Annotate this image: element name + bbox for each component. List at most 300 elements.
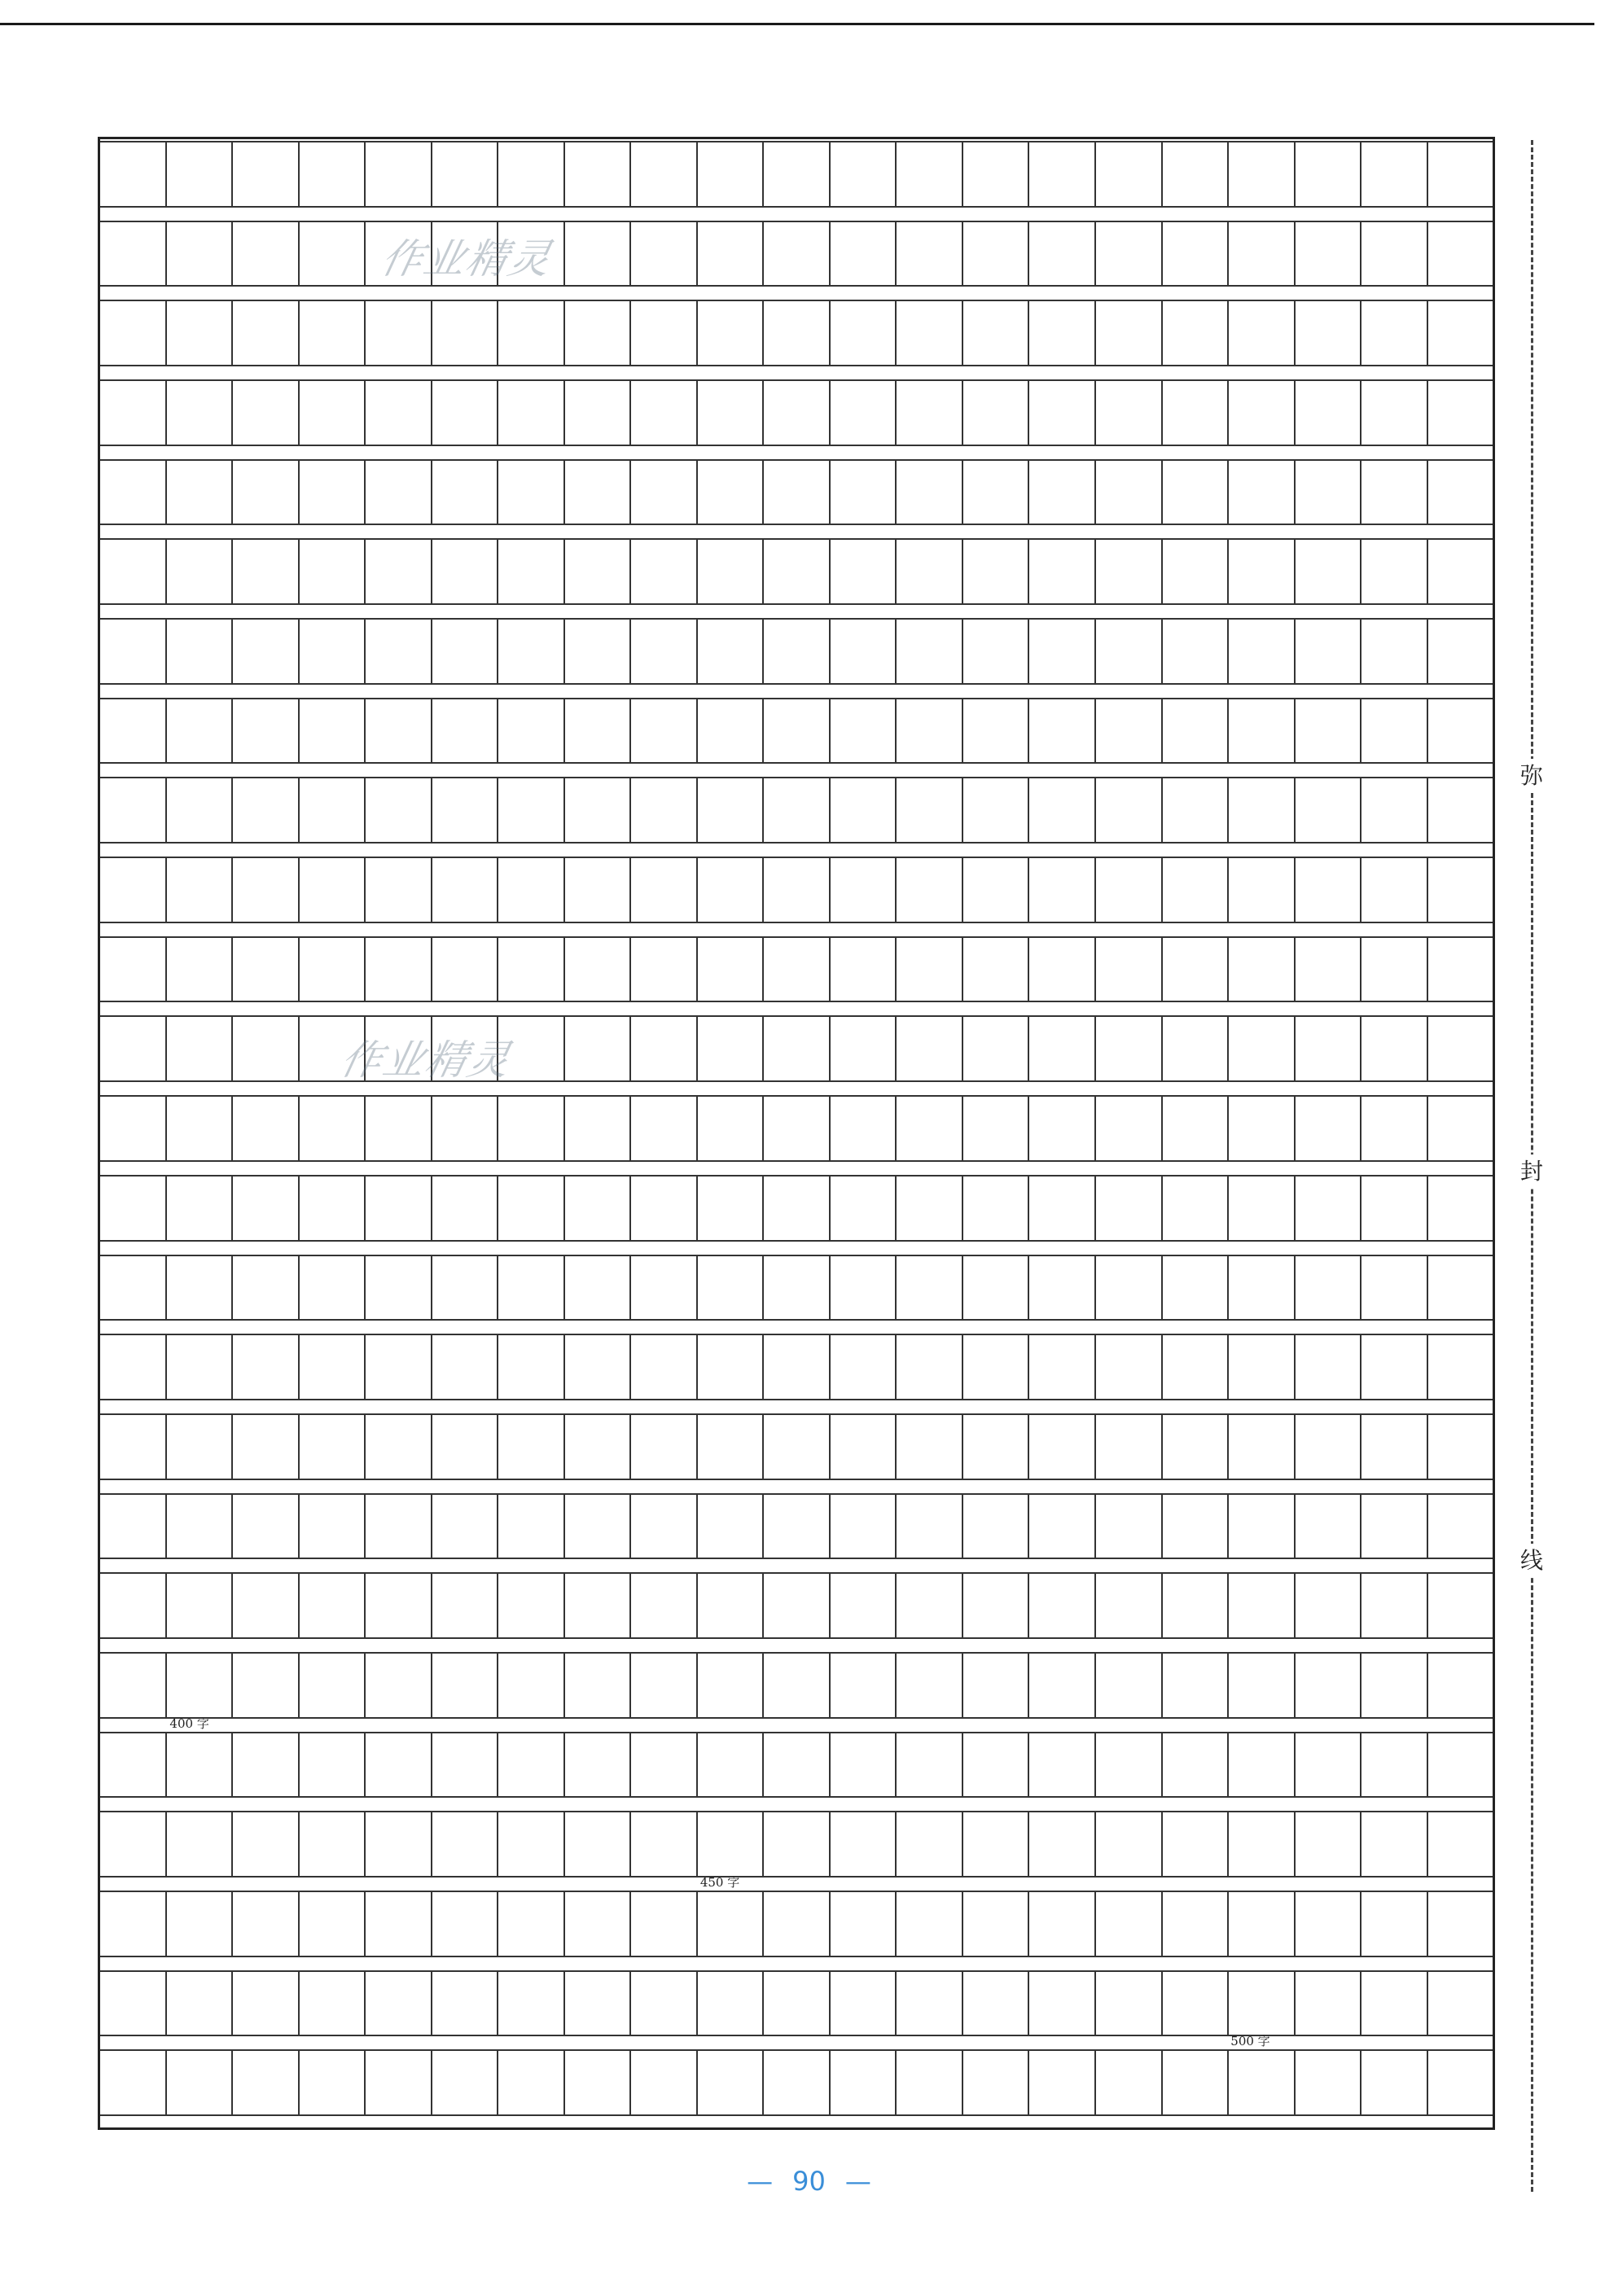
grid-cell[interactable]	[1428, 222, 1493, 286]
grid-cell[interactable]	[831, 142, 897, 206]
grid-cell[interactable]	[1096, 222, 1163, 286]
grid-cell[interactable]	[963, 858, 1030, 922]
grid-cell[interactable]	[432, 1574, 499, 1637]
grid-cell[interactable]	[167, 540, 234, 603]
grid-cell[interactable]	[963, 1812, 1030, 1876]
grid-cell[interactable]	[300, 1972, 366, 2035]
grid-cell[interactable]	[831, 620, 897, 683]
grid-cell[interactable]	[498, 301, 565, 365]
grid-cell[interactable]	[897, 301, 963, 365]
grid-cell[interactable]	[100, 1733, 167, 1797]
grid-cell[interactable]	[963, 620, 1030, 683]
grid-cell[interactable]	[897, 938, 963, 1001]
grid-cell[interactable]	[897, 1176, 963, 1240]
grid-cell[interactable]	[498, 858, 565, 922]
grid-cell[interactable]	[1096, 1097, 1163, 1160]
grid-cell[interactable]	[897, 381, 963, 445]
grid-cell[interactable]	[565, 222, 632, 286]
grid-cell[interactable]	[1096, 1495, 1163, 1558]
grid-cell[interactable]	[1096, 778, 1163, 842]
grid-cell[interactable]	[498, 1176, 565, 1240]
grid-cell[interactable]	[100, 461, 167, 524]
grid-cell[interactable]	[432, 1892, 499, 1956]
grid-cell[interactable]	[167, 1017, 234, 1080]
grid-cell[interactable]	[897, 2051, 963, 2114]
grid-cell[interactable]	[1296, 620, 1362, 683]
grid-cell[interactable]	[100, 1972, 167, 2035]
grid-cell[interactable]	[1428, 938, 1493, 1001]
grid-cell[interactable]	[300, 2051, 366, 2114]
grid-cell[interactable]	[1096, 1892, 1163, 1956]
grid-cell[interactable]	[764, 1335, 831, 1399]
grid-cell[interactable]	[1361, 1812, 1428, 1876]
grid-cell[interactable]	[233, 1654, 300, 1717]
grid-cell[interactable]	[300, 858, 366, 922]
grid-cell[interactable]	[565, 461, 632, 524]
grid-cell[interactable]	[831, 1176, 897, 1240]
grid-cell[interactable]	[1163, 1256, 1230, 1320]
grid-cell[interactable]	[1029, 1574, 1096, 1637]
grid-cell[interactable]	[1428, 1733, 1493, 1797]
grid-cell[interactable]	[233, 778, 300, 842]
grid-cell[interactable]	[300, 699, 366, 763]
grid-cell[interactable]	[167, 1892, 234, 1956]
grid-cell[interactable]	[167, 1972, 234, 2035]
grid-cell[interactable]	[565, 938, 632, 1001]
grid-cell[interactable]	[631, 1495, 698, 1558]
grid-cell[interactable]	[1029, 1495, 1096, 1558]
grid-cell[interactable]	[1361, 1176, 1428, 1240]
grid-cell[interactable]	[167, 1335, 234, 1399]
grid-cell[interactable]	[432, 778, 499, 842]
grid-cell[interactable]	[963, 1654, 1030, 1717]
grid-cell[interactable]	[698, 778, 765, 842]
grid-cell[interactable]	[1361, 858, 1428, 922]
grid-cell[interactable]	[432, 1097, 499, 1160]
grid-cell[interactable]	[764, 938, 831, 1001]
grid-cell[interactable]	[631, 461, 698, 524]
grid-cell[interactable]	[1361, 699, 1428, 763]
grid-cell[interactable]	[963, 1017, 1030, 1080]
grid-cell[interactable]	[897, 1256, 963, 1320]
grid-cell[interactable]	[1163, 461, 1230, 524]
grid-cell[interactable]	[300, 1495, 366, 1558]
grid-cell[interactable]	[498, 1097, 565, 1160]
grid-cell[interactable]	[233, 858, 300, 922]
grid-cell[interactable]	[1029, 381, 1096, 445]
grid-cell[interactable]	[1163, 1415, 1230, 1479]
grid-cell[interactable]	[1096, 1017, 1163, 1080]
grid-cell[interactable]	[764, 381, 831, 445]
grid-cell[interactable]	[698, 938, 765, 1001]
grid-cell[interactable]	[1096, 381, 1163, 445]
grid-cell[interactable]	[698, 699, 765, 763]
grid-cell[interactable]	[300, 1654, 366, 1717]
grid-cell[interactable]	[565, 778, 632, 842]
grid-cell[interactable]	[233, 620, 300, 683]
grid-cell[interactable]	[831, 1972, 897, 2035]
grid-cell[interactable]	[565, 620, 632, 683]
grid-cell[interactable]	[1163, 381, 1230, 445]
grid-cell[interactable]	[1029, 222, 1096, 286]
grid-cell[interactable]	[1029, 1176, 1096, 1240]
grid-cell[interactable]	[897, 1892, 963, 1956]
grid-cell[interactable]	[1296, 2051, 1362, 2114]
grid-cell[interactable]	[1163, 1097, 1230, 1160]
grid-cell[interactable]	[698, 381, 765, 445]
grid-cell[interactable]	[963, 142, 1030, 206]
grid-cell[interactable]	[1029, 2051, 1096, 2114]
grid-cell[interactable]	[897, 1733, 963, 1797]
grid-cell[interactable]	[233, 938, 300, 1001]
grid-cell[interactable]	[1096, 142, 1163, 206]
grid-cell[interactable]	[764, 1733, 831, 1797]
grid-cell[interactable]	[1296, 858, 1362, 922]
grid-cell[interactable]	[897, 858, 963, 922]
grid-cell[interactable]	[1163, 1654, 1230, 1717]
grid-cell[interactable]	[1029, 142, 1096, 206]
grid-cell[interactable]	[764, 1415, 831, 1479]
grid-cell[interactable]	[1096, 1574, 1163, 1637]
grid-cell[interactable]	[498, 620, 565, 683]
grid-cell[interactable]	[432, 301, 499, 365]
grid-cell[interactable]	[631, 858, 698, 922]
grid-cell[interactable]	[1163, 1972, 1230, 2035]
grid-cell[interactable]	[432, 1415, 499, 1479]
grid-cell[interactable]	[764, 1972, 831, 2035]
grid-cell[interactable]	[1229, 699, 1296, 763]
grid-cell[interactable]	[963, 1335, 1030, 1399]
grid-cell[interactable]	[498, 1335, 565, 1399]
grid-cell[interactable]	[1229, 1812, 1296, 1876]
grid-cell[interactable]	[432, 381, 499, 445]
grid-cell[interactable]	[698, 1017, 765, 1080]
grid-cell[interactable]	[100, 620, 167, 683]
grid-cell[interactable]	[300, 1415, 366, 1479]
grid-cell[interactable]	[300, 1256, 366, 1320]
grid-cell[interactable]	[831, 1415, 897, 1479]
grid-cell[interactable]	[167, 1256, 234, 1320]
grid-cell[interactable]	[498, 1574, 565, 1637]
grid-cell[interactable]	[831, 1017, 897, 1080]
grid-cell[interactable]	[100, 381, 167, 445]
grid-cell[interactable]	[366, 1654, 432, 1717]
grid-cell[interactable]	[300, 142, 366, 206]
grid-cell[interactable]	[565, 858, 632, 922]
grid-cell[interactable]	[631, 938, 698, 1001]
grid-cell[interactable]	[432, 1654, 499, 1717]
grid-cell[interactable]	[631, 1972, 698, 2035]
grid-cell[interactable]	[764, 620, 831, 683]
grid-cell[interactable]	[366, 1097, 432, 1160]
grid-cell[interactable]	[1296, 1654, 1362, 1717]
grid-cell[interactable]	[1296, 1972, 1362, 2035]
grid-cell[interactable]	[233, 1256, 300, 1320]
grid-cell[interactable]	[1296, 1574, 1362, 1637]
grid-cell[interactable]	[233, 2051, 300, 2114]
grid-cell[interactable]	[1361, 1972, 1428, 2035]
grid-cell[interactable]	[764, 1574, 831, 1637]
grid-cell[interactable]	[897, 461, 963, 524]
grid-cell[interactable]	[1296, 699, 1362, 763]
grid-cell[interactable]	[233, 222, 300, 286]
grid-cell[interactable]	[1296, 461, 1362, 524]
grid-cell[interactable]	[831, 301, 897, 365]
grid-cell[interactable]	[366, 938, 432, 1001]
grid-cell[interactable]	[167, 2051, 234, 2114]
grid-cell[interactable]	[1163, 1733, 1230, 1797]
grid-cell[interactable]	[897, 1972, 963, 2035]
grid-cell[interactable]	[565, 1574, 632, 1637]
grid-cell[interactable]	[1361, 1574, 1428, 1637]
grid-cell[interactable]	[1428, 381, 1493, 445]
grid-cell[interactable]	[1029, 1812, 1096, 1876]
grid-cell[interactable]	[1428, 1176, 1493, 1240]
grid-cell[interactable]	[1229, 1017, 1296, 1080]
grid-cell[interactable]	[300, 1574, 366, 1637]
grid-cell[interactable]	[366, 301, 432, 365]
grid-cell[interactable]	[167, 938, 234, 1001]
grid-cell[interactable]	[300, 1176, 366, 1240]
grid-cell[interactable]	[1361, 1097, 1428, 1160]
grid-cell[interactable]	[1296, 222, 1362, 286]
grid-cell[interactable]	[366, 778, 432, 842]
grid-cell[interactable]	[1428, 1892, 1493, 1956]
grid-cell[interactable]	[631, 1812, 698, 1876]
grid-cell[interactable]	[764, 301, 831, 365]
grid-cell[interactable]	[498, 2051, 565, 2114]
grid-cell[interactable]	[963, 1097, 1030, 1160]
grid-cell[interactable]	[698, 1097, 765, 1160]
grid-cell[interactable]	[366, 381, 432, 445]
grid-cell[interactable]	[565, 1017, 632, 1080]
grid-cell[interactable]	[1163, 1176, 1230, 1240]
grid-cell[interactable]	[698, 620, 765, 683]
grid-cell[interactable]	[1096, 1812, 1163, 1876]
grid-cell[interactable]	[498, 699, 565, 763]
grid-cell[interactable]	[631, 1097, 698, 1160]
grid-cell[interactable]	[1229, 1176, 1296, 1240]
grid-cell[interactable]	[963, 938, 1030, 1001]
grid-cell[interactable]	[565, 1335, 632, 1399]
grid-cell[interactable]	[897, 142, 963, 206]
grid-cell[interactable]	[100, 142, 167, 206]
grid-cell[interactable]	[698, 1495, 765, 1558]
grid-cell[interactable]	[1096, 1654, 1163, 1717]
grid-cell[interactable]	[631, 1733, 698, 1797]
grid-cell[interactable]	[1163, 301, 1230, 365]
grid-cell[interactable]	[897, 778, 963, 842]
grid-cell[interactable]	[432, 1256, 499, 1320]
grid-cell[interactable]	[631, 620, 698, 683]
grid-cell[interactable]	[167, 1733, 234, 1797]
grid-cell[interactable]	[565, 1654, 632, 1717]
grid-cell[interactable]	[1029, 1415, 1096, 1479]
grid-cell[interactable]	[698, 1176, 765, 1240]
grid-cell[interactable]	[1361, 938, 1428, 1001]
grid-cell[interactable]	[1229, 1892, 1296, 1956]
grid-cell[interactable]	[1229, 620, 1296, 683]
grid-cell[interactable]	[1096, 2051, 1163, 2114]
grid-cell[interactable]	[1229, 461, 1296, 524]
grid-cell[interactable]	[1029, 1733, 1096, 1797]
grid-cell[interactable]	[300, 620, 366, 683]
grid-cell[interactable]	[1229, 778, 1296, 842]
grid-cell[interactable]	[764, 540, 831, 603]
grid-cell[interactable]	[233, 1574, 300, 1637]
grid-cell[interactable]	[366, 1176, 432, 1240]
grid-cell[interactable]	[1163, 540, 1230, 603]
grid-cell[interactable]	[100, 778, 167, 842]
grid-cell[interactable]	[831, 540, 897, 603]
grid-cell[interactable]	[1229, 1495, 1296, 1558]
grid-cell[interactable]	[300, 1733, 366, 1797]
grid-cell[interactable]	[1029, 461, 1096, 524]
grid-cell[interactable]	[1029, 1892, 1096, 1956]
grid-cell[interactable]	[167, 381, 234, 445]
grid-cell[interactable]	[897, 699, 963, 763]
grid-cell[interactable]	[100, 1017, 167, 1080]
grid-cell[interactable]	[1229, 381, 1296, 445]
grid-cell[interactable]	[1361, 222, 1428, 286]
grid-cell[interactable]	[366, 1574, 432, 1637]
grid-cell[interactable]	[432, 1176, 499, 1240]
grid-cell[interactable]	[831, 381, 897, 445]
grid-cell[interactable]	[698, 1335, 765, 1399]
grid-cell[interactable]	[764, 1097, 831, 1160]
grid-cell[interactable]	[764, 858, 831, 922]
grid-cell[interactable]	[167, 1495, 234, 1558]
grid-cell[interactable]	[366, 620, 432, 683]
grid-cell[interactable]	[698, 2051, 765, 2114]
grid-cell[interactable]	[100, 2051, 167, 2114]
grid-cell[interactable]	[100, 1176, 167, 1240]
grid-cell[interactable]	[1428, 858, 1493, 922]
grid-cell[interactable]	[1361, 1017, 1428, 1080]
grid-cell[interactable]	[1029, 858, 1096, 922]
grid-cell[interactable]	[1428, 1097, 1493, 1160]
grid-cell[interactable]	[432, 620, 499, 683]
grid-cell[interactable]	[764, 699, 831, 763]
grid-cell[interactable]	[1296, 1176, 1362, 1240]
grid-cell[interactable]	[631, 699, 698, 763]
grid-cell[interactable]	[1229, 540, 1296, 603]
grid-cell[interactable]	[897, 1415, 963, 1479]
grid-cell[interactable]	[1361, 540, 1428, 603]
grid-cell[interactable]	[1096, 1256, 1163, 1320]
grid-cell[interactable]	[1029, 540, 1096, 603]
grid-cell[interactable]	[167, 1654, 234, 1717]
grid-cell[interactable]	[498, 461, 565, 524]
grid-cell[interactable]	[565, 1495, 632, 1558]
grid-cell[interactable]	[1229, 1654, 1296, 1717]
grid-cell[interactable]	[1296, 381, 1362, 445]
grid-cell[interactable]	[1029, 778, 1096, 842]
grid-cell[interactable]	[565, 2051, 632, 2114]
grid-cell[interactable]	[1229, 1415, 1296, 1479]
grid-cell[interactable]	[233, 1733, 300, 1797]
grid-cell[interactable]	[631, 1017, 698, 1080]
grid-cell[interactable]	[963, 222, 1030, 286]
grid-cell[interactable]	[1229, 1256, 1296, 1320]
grid-cell[interactable]	[764, 1256, 831, 1320]
grid-cell[interactable]	[300, 1097, 366, 1160]
grid-cell[interactable]	[366, 1892, 432, 1956]
grid-cell[interactable]	[167, 778, 234, 842]
grid-cell[interactable]	[1361, 2051, 1428, 2114]
grid-cell[interactable]	[831, 1495, 897, 1558]
grid-cell[interactable]	[1229, 1733, 1296, 1797]
grid-cell[interactable]	[100, 1256, 167, 1320]
grid-cell[interactable]	[432, 938, 499, 1001]
grid-cell[interactable]	[1096, 461, 1163, 524]
grid-cell[interactable]	[498, 1733, 565, 1797]
grid-cell[interactable]	[1096, 620, 1163, 683]
grid-cell[interactable]	[698, 461, 765, 524]
grid-cell[interactable]	[897, 1097, 963, 1160]
grid-cell[interactable]	[233, 1176, 300, 1240]
grid-cell[interactable]	[300, 222, 366, 286]
grid-cell[interactable]	[565, 1733, 632, 1797]
grid-cell[interactable]	[631, 1256, 698, 1320]
grid-cell[interactable]	[963, 381, 1030, 445]
grid-cell[interactable]	[233, 1812, 300, 1876]
grid-cell[interactable]	[1361, 461, 1428, 524]
grid-cell[interactable]	[366, 1972, 432, 2035]
grid-cell[interactable]	[565, 1892, 632, 1956]
grid-cell[interactable]	[631, 778, 698, 842]
grid-cell[interactable]	[498, 142, 565, 206]
grid-cell[interactable]	[1428, 1256, 1493, 1320]
grid-cell[interactable]	[698, 858, 765, 922]
grid-cell[interactable]	[432, 540, 499, 603]
grid-cell[interactable]	[698, 301, 765, 365]
grid-cell[interactable]	[300, 1812, 366, 1876]
grid-cell[interactable]	[963, 699, 1030, 763]
grid-cell[interactable]	[1428, 461, 1493, 524]
grid-cell[interactable]	[167, 1097, 234, 1160]
grid-cell[interactable]	[1296, 1892, 1362, 1956]
grid-cell[interactable]	[631, 1892, 698, 1956]
grid-cell[interactable]	[167, 222, 234, 286]
grid-cell[interactable]	[963, 1972, 1030, 2035]
grid-cell[interactable]	[167, 699, 234, 763]
grid-cell[interactable]	[300, 938, 366, 1001]
grid-cell[interactable]	[100, 1097, 167, 1160]
grid-cell[interactable]	[963, 1415, 1030, 1479]
grid-cell[interactable]	[831, 1733, 897, 1797]
grid-cell[interactable]	[1428, 1654, 1493, 1717]
grid-cell[interactable]	[897, 620, 963, 683]
grid-cell[interactable]	[1163, 1335, 1230, 1399]
grid-cell[interactable]	[498, 1654, 565, 1717]
grid-cell[interactable]	[498, 1415, 565, 1479]
grid-cell[interactable]	[167, 1574, 234, 1637]
grid-cell[interactable]	[1096, 540, 1163, 603]
grid-cell[interactable]	[1361, 1256, 1428, 1320]
grid-cell[interactable]	[963, 778, 1030, 842]
grid-cell[interactable]	[764, 222, 831, 286]
grid-cell[interactable]	[1296, 540, 1362, 603]
grid-cell[interactable]	[1163, 1574, 1230, 1637]
grid-cell[interactable]	[1029, 938, 1096, 1001]
grid-cell[interactable]	[1029, 1256, 1096, 1320]
grid-cell[interactable]	[963, 2051, 1030, 2114]
grid-cell[interactable]	[498, 1972, 565, 2035]
grid-cell[interactable]	[1029, 699, 1096, 763]
grid-cell[interactable]	[1096, 1176, 1163, 1240]
grid-cell[interactable]	[1096, 1733, 1163, 1797]
